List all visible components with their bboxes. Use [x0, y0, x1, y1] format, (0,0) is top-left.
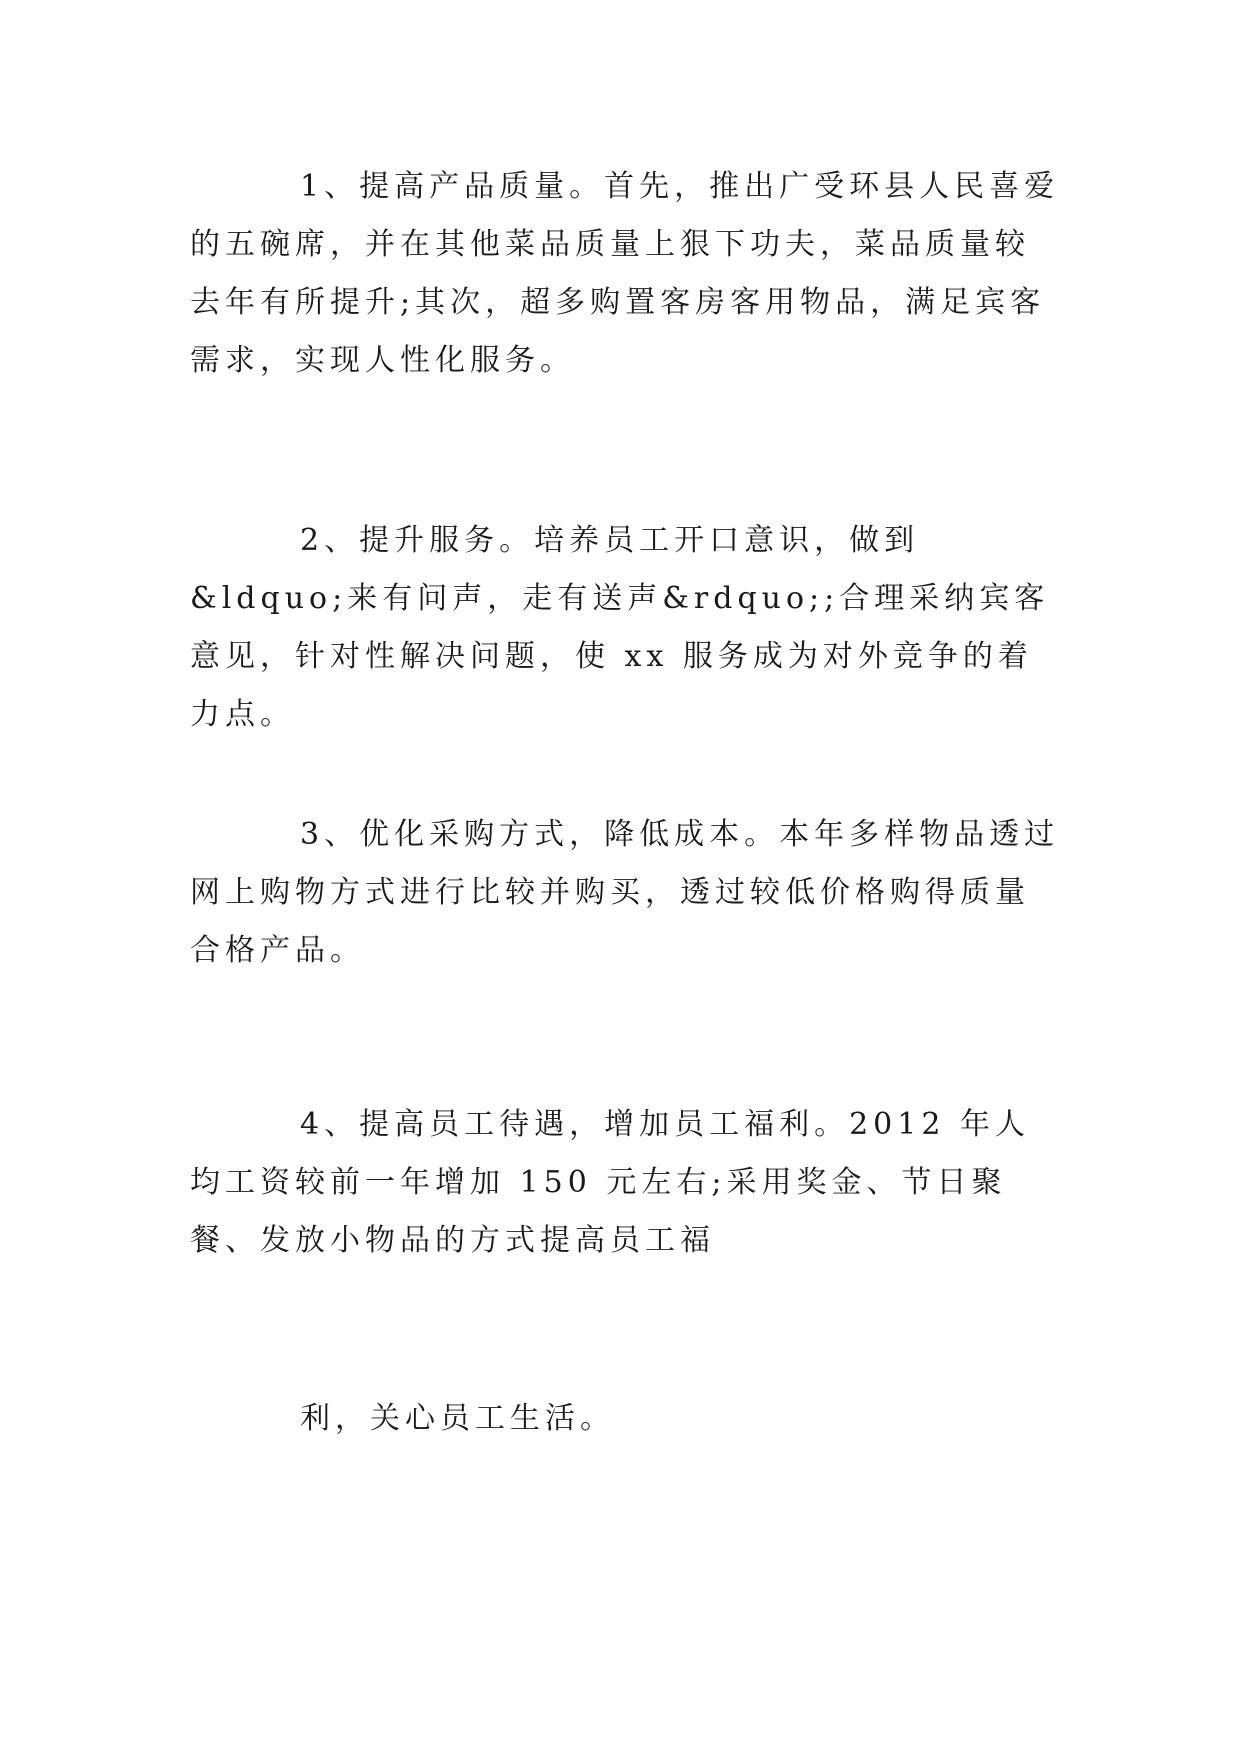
paragraph-staff-benefits-continued: 利，关心员工生活。	[300, 1401, 615, 1436]
paragraph-service: 2、提升服务。培养员工开口意识，做到&ldquo;来有问声，走有送声&rdquo;;合理采纳宾客意见，针对性解决问题，使 xx 服务成为对外竞争的着力点。	[190, 523, 1050, 732]
paragraph-product-quality: 1、提高产品质量。首先，推出广受环县人民喜爱的五碗席，并在其他菜品质量上狠下功夫，菜品质量较去年有所提升;其次，超多购置客房客用物品，满足宾客需求，实现人性化服务。	[190, 169, 1060, 378]
paragraph-procurement: 3、优化采购方式，降低成本。本年多样物品透过网上购物方式进行比较并购买，透过较低价格购得质量合格产品。	[190, 817, 1060, 968]
paragraph-staff-benefits: 4、提高员工待遇，增加员工福利。2012 年人均工资较前一年增加 150 元左右;采用奖金、节日聚餐、发放小物品的方式提高员工福	[190, 1107, 1030, 1258]
